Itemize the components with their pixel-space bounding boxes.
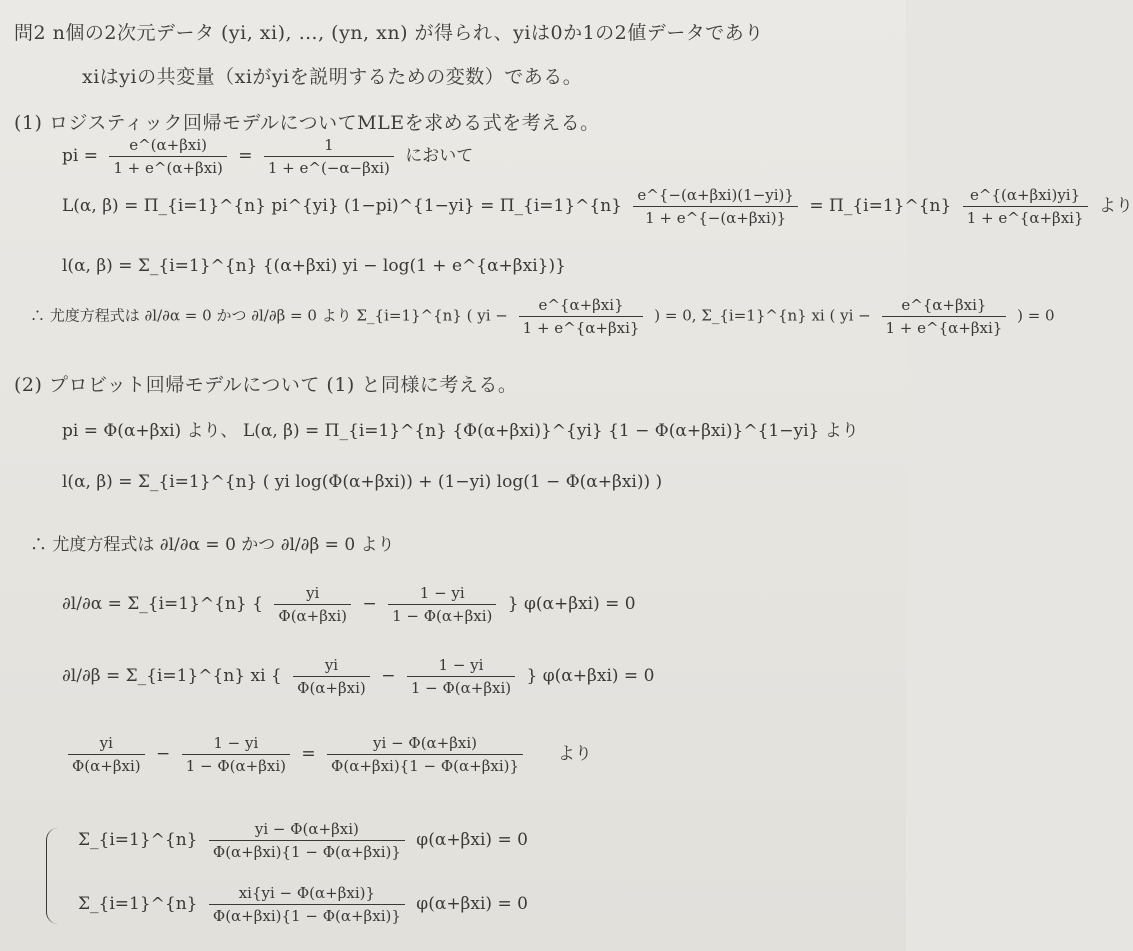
fraction: $\frac{\text{yi − Φ(α+βxi)}}{\text{Φ(α+βxi)\{1 − Φ(α+βxi)\}}}$ xyxy=(209,820,405,861)
fraction: $\frac{1}{\text{1 + e\textasciicircum{}(−α−βxi)}}$ xyxy=(264,136,394,177)
part1-likelihood-equations: ∴ 尤度方程式は ∂l/∂α = 0 かつ ∂l/∂β = 0 より Σ_{i=1}^{n} ( yi − $\frac{\text{e\textasciicircum{}\{α+βxi\}}}{\text{1 + e\textasciicircum{}\{α+βxi\}}}$ ) = 0, Σ_{i=1}^{n} xi ( yi − $\frac{\text{e\textasciicircum{}\{α+βxi\}}}{\text{1 + e\textasciicircum{}\{α+βxi\}}}$ ) = 0 xyxy=(30,296,1055,337)
problem-header: 問2 n個の2次元データ (yi, xi), …, (yn, xn) が得られ、yiは0か1の2値データであり xyxy=(14,22,764,44)
fraction: $\frac{\text{e\textasciicircum{}\{−(α+βxi)(1−yi)\}}}{\text{1 + e\textasciicircum{}\{−(α+βxi)\}}}$ xyxy=(633,186,798,227)
fraction: $\frac{yi}{\text{Φ(α+βxi)}}$ xyxy=(68,734,145,775)
system-brace xyxy=(46,828,61,924)
part2-heading: (2) プロビット回帰モデルについて (1) と同様に考える。 xyxy=(14,374,518,396)
part2-likelihood-equations-intro: ∴ 尤度方程式は ∂l/∂α = 0 かつ ∂l/∂β = 0 より xyxy=(30,535,395,555)
fraction: $\frac{1 - yi}{\text{1 − Φ(α+βxi)}}$ xyxy=(182,734,290,775)
fraction: $\frac{\text{e\textasciicircum{}\{(α+βxi)yi\}}}{\text{1 + e\textasciicircum{}\{α+βxi\}}}$ xyxy=(963,186,1088,227)
part1-heading: (1) ロジスティック回帰モデルについてMLEを求める式を考える。 xyxy=(14,112,600,134)
part2-system-eq1: Σ_{i=1}^{n} $\frac{\text{yi − Φ(α+βxi)}}{\text{Φ(α+βxi)\{1 − Φ(α+βxi)\}}}$ φ(α+βxi) = 0 xyxy=(78,820,528,861)
part2-system-eq2: Σ_{i=1}^{n} $\frac{\text{xi\{yi − Φ(α+βxi)\}}}{\text{Φ(α+βxi)\{1 − Φ(α+βxi)\}}}$ φ(α+βxi) = 0 xyxy=(78,884,528,925)
part1-likelihood: L(α, β) = Π_{i=1}^{n} pi^{yi} (1−pi)^{1−yi} = Π_{i=1}^{n} $\frac{\text{e\textasciicircum{}\{−(α+βxi)(1−yi)\}}}{\text{1 + e\textasciicircum{}\{−(α+βxi)\}}}$ = Π_{i=1}^{n} $\frac{\text{e\textasciicircum{}\{(α+βxi)yi\}}}{\text{1 + e\textasciicircum{}\{α+βxi\}}}$ より xyxy=(62,186,1133,227)
part2-log-likelihood: l(α, β) = Σ_{i=1}^{n} ( yi log(Φ(α+βxi)) + (1−yi) log(1 − Φ(α+βxi)) ) xyxy=(62,472,663,492)
fraction: $\frac{\text{e\textasciicircum{}(α+βxi)}}{\text{1 + e\textasciicircum{}(α+βxi)}}$ xyxy=(109,136,226,177)
fraction: $\frac{\text{yi − Φ(α+βxi)}}{\text{Φ(α+βxi)\{1 − Φ(α+βxi)\}}}$ xyxy=(327,734,523,775)
fraction: $\frac{1 - yi}{\text{1 − Φ(α+βxi)}}$ xyxy=(407,656,515,697)
part2-simplification: $\frac{yi}{\text{Φ(α+βxi)}}$ − $\frac{1 - yi}{\text{1 − Φ(α+βxi)}}$ = $\frac{\text{yi − Φ(α+βxi)}}{\text{Φ(α+βxi)\{1 − Φ(α+βxi)\}}}$ より xyxy=(62,734,592,775)
part2-dl-dalpha: ∂l/∂α = Σ_{i=1}^{n} { $\frac{yi}{\text{Φ(α+βxi)}}$ − $\frac{1 - yi}{\text{1 − Φ(α+βxi)}}$ } φ(α+βxi) = 0 xyxy=(62,584,636,625)
part2-likelihood: pi = Φ(α+βxi) より、 L(α, β) = Π_{i=1}^{n} {Φ(α+βxi)}^{yi} {1 − Φ(α+βxi)}^{1−yi} より xyxy=(62,421,859,441)
fraction: $\frac{\text{xi\{yi − Φ(α+βxi)\}}}{\text{Φ(α+βxi)\{1 − Φ(α+βxi)\}}}$ xyxy=(209,884,405,925)
fraction: $\frac{1 - yi}{\text{1 − Φ(α+βxi)}}$ xyxy=(388,584,496,625)
part1-pi-definition: pi = $\frac{\text{e\textasciicircum{}(α+βxi)}}{\text{1 + e\textasciicircum{}(α+βxi)}}$ = $\frac{1}{\text{1 + e\textasciicircum{}(−α−βxi)}}$ において xyxy=(62,136,474,177)
problem-description: xiはyiの共変量（xiがyiを説明するための変数）である。 xyxy=(82,66,583,88)
fraction: $\frac{\text{e\textasciicircum{}\{α+βxi\}}}{\text{1 + e\textasciicircum{}\{α+βxi\}}}$ xyxy=(519,296,644,337)
fraction: $\frac{yi}{\text{Φ(α+βxi)}}$ xyxy=(274,584,351,625)
fraction: $\frac{yi}{\text{Φ(α+βxi)}}$ xyxy=(293,656,370,697)
part1-log-likelihood: l(α, β) = Σ_{i=1}^{n} {(α+βxi) yi − log(1 + e^{α+βxi})} xyxy=(62,256,566,276)
part2-dl-dbeta: ∂l/∂β = Σ_{i=1}^{n} xi { $\frac{yi}{\text{Φ(α+βxi)}}$ − $\frac{1 - yi}{\text{1 − Φ(α+βxi)}}$ } φ(α+βxi) = 0 xyxy=(62,656,655,697)
fraction: $\frac{\text{e\textasciicircum{}\{α+βxi\}}}{\text{1 + e\textasciicircum{}\{α+βxi\}}}$ xyxy=(882,296,1007,337)
